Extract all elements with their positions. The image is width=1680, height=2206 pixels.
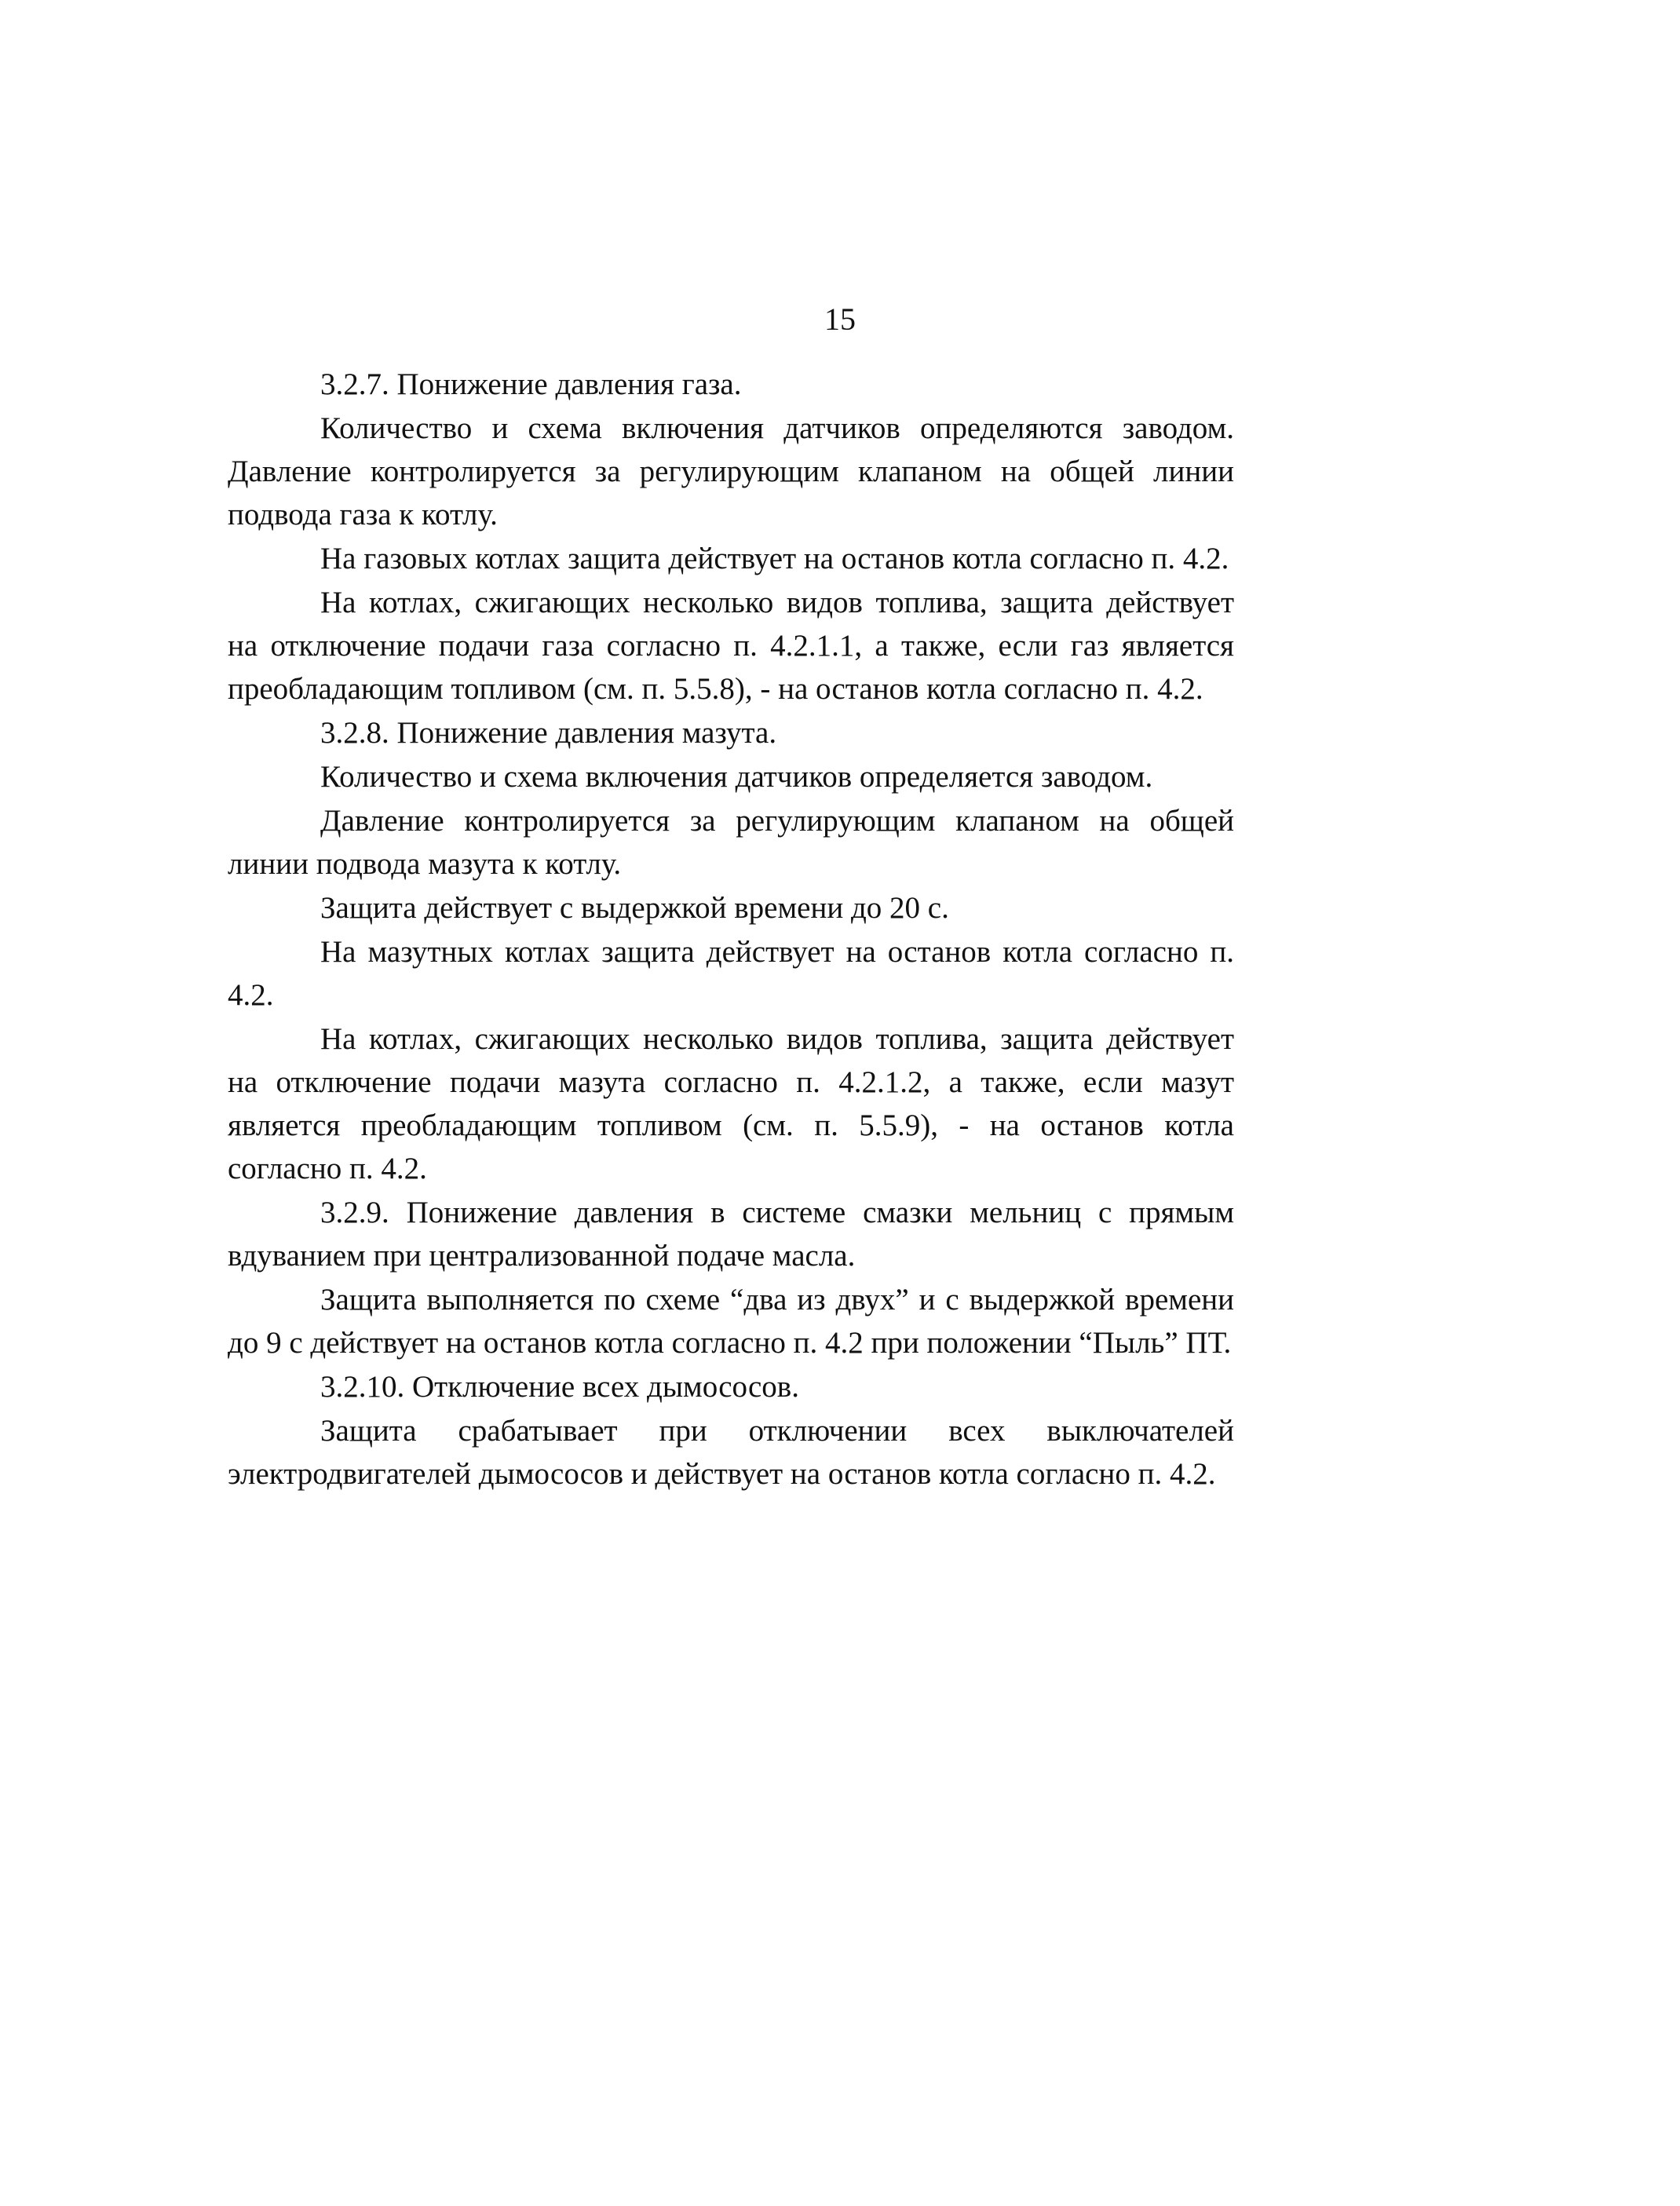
section-heading-3-2-10: 3.2.10. Отключение всех дымососов. <box>320 1370 799 1404</box>
section-heading-3-2-8: 3.2.8. Понижение давления мазута. <box>320 716 777 750</box>
paragraph: Давление контролируется за регулирующим клапаном на общей линии подвода мазута к котлу. <box>228 804 1234 881</box>
page-number: 15 <box>824 301 856 337</box>
paragraph: На мазутных котлах защита действует на останов котла согласно п. 4.2. <box>228 935 1234 1012</box>
paragraph: Защита выполняется по схеме “два из двух” и с выдержкой времени до 9 с действует на останов котла согласно п. 4.2 при положении “Пыль” ПТ. <box>228 1283 1234 1360</box>
paragraph: Защита срабатывает при отключении всех выключателей электродвигателей дымососов и действует на останов котла согласно п. 4.2. <box>228 1414 1234 1491</box>
body-text <box>228 363 1234 1496</box>
paragraph: Защита действует с выдержкой времени до 20 с. <box>320 891 949 925</box>
paragraph: На котлах, сжигающих несколько видов топлива, защита действует на отключение подачи газа согласно п. 4.2.1.1, а также, если газ является преобладающим топливом (см. п. 5.5.8), - на останов котла согласно п. 4.2. <box>228 586 1234 706</box>
paragraph: Количество и схема включения датчиков определяется заводом. <box>320 760 1153 794</box>
section-heading-3-2-7: 3.2.7. Понижение давления газа. <box>320 367 742 401</box>
section-heading-3-2-9: 3.2.9. Понижение давления в системе смазки мельниц с прямым вдуванием при централизованной подаче масла. <box>228 1196 1234 1273</box>
paragraph: На котлах, сжигающих несколько видов топлива, защита действует на отключение подачи мазута согласно п. 4.2.1.2, а также, если мазут является преобладающим топливом (см. п. 5.5.9), - на останов котла согласно п. 4.2. <box>228 1022 1234 1185</box>
paragraph: На газовых котлах защита действует на останов котла согласно п. 4.2. <box>320 542 1229 575</box>
paragraph: Количество и схема включения датчиков определяются заводом. Давление контролируется за регулирующим клапаном на общей линии подвода газа к котлу. <box>228 411 1234 531</box>
